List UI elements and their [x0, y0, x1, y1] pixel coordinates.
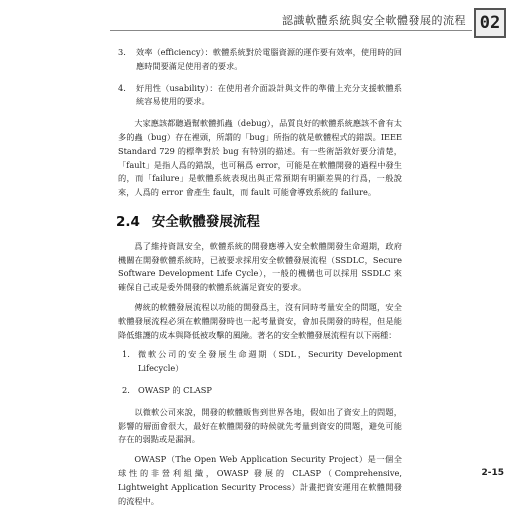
running-title: 認識軟體系統與安全軟體發展的流程 — [282, 14, 466, 27]
running-header — [0, 0, 520, 40]
list-number: 2. — [122, 384, 130, 395]
header-rule — [110, 30, 472, 31]
section-heading — [116, 213, 402, 230]
list-text: OWASP 的 CLASP — [138, 384, 212, 395]
section-number: 2.4 — [116, 213, 140, 230]
page-body — [118, 46, 402, 514]
list-number: 1. — [122, 349, 130, 360]
list-number: 3. — [118, 47, 126, 57]
body-paragraph: 大家應該都聽過幫軟體抓蟲（debug），品質良好的軟體系統應該不會有太多的蟲（bug）存在裡頭，所謂的「bug」所指的就是軟體程式的錯誤。IEEE Standard 729 的標準對於 bug 有特別的描述。有一些術語敘好要分清楚，「fault」是指人爲的錯誤，也可稱爲 error，可能是在軟體開發的過程中發生的，而「failure」是軟體系統表現出與正常預期有明顯差異的行爲，一般說來，人爲的 error 會產生 fault，而 fault 可能會導致系統的 failure。 — [118, 118, 402, 198]
list-number: 4. — [118, 82, 126, 93]
body-paragraph: 爲了維持資訊安全，軟體系統的開發應導入安全軟體開發生命週期，政府機關在開發軟體系統時，已被要求採用安全軟體發展流程（SSDLC，Secure Software Development Life Cycle），一般的機構也可以採用 SSDLC 來確保自己或是委外開發的軟體系統滿足資安的要求。 — [118, 240, 402, 293]
list-item — [118, 384, 402, 398]
list-item — [118, 82, 402, 110]
body-paragraph: 傳統的軟體發展流程以功能的開發爲主，沒有同時考量安全的問題，安全軟體發展流程必須在軟體開發時也一起考量資安，會加長開發的時程，但是能降低維護的成本與降低被攻擊的風險。著名的安全軟體發展流程有以下兩種： — [118, 301, 402, 340]
chapter-badge: 02 — [474, 8, 506, 38]
page-number: 2-15 — [481, 468, 504, 478]
body-paragraph: 以微軟公司來說，開發的軟體販售到世界各地，假如出了資安上的問題，影響的層面會很大，最好在軟體開發的時候就先考量到資安的問題，避免可能存在的弱點或是漏洞。 — [118, 406, 402, 445]
list-text: 好用性（usability）：在使用者介面設計與文件的準備上充分支援軟體系統容易使用的要求。 — [136, 82, 402, 107]
list-text: 微軟公司的安全發展生命週期（SDL，Security Development Lifecycle） — [138, 349, 402, 374]
body-paragraph: OWASP（The Open Web Application Security Project）是一個全球性的非營利組織，OWASP 發展的 CLASP（Comprehensive, Lightweight Application Security Process）計畫把資安運用在軟體開發的流程中。 — [118, 454, 402, 506]
list-item — [118, 348, 402, 376]
section-title: 安全軟體發展流程 — [151, 213, 260, 230]
list-item — [118, 46, 402, 74]
list-text: 效率（efficiency）：軟體系統對於電腦資源的運作要有效率，使用時的回應時間要滿足使用者的要求。 — [136, 47, 402, 71]
